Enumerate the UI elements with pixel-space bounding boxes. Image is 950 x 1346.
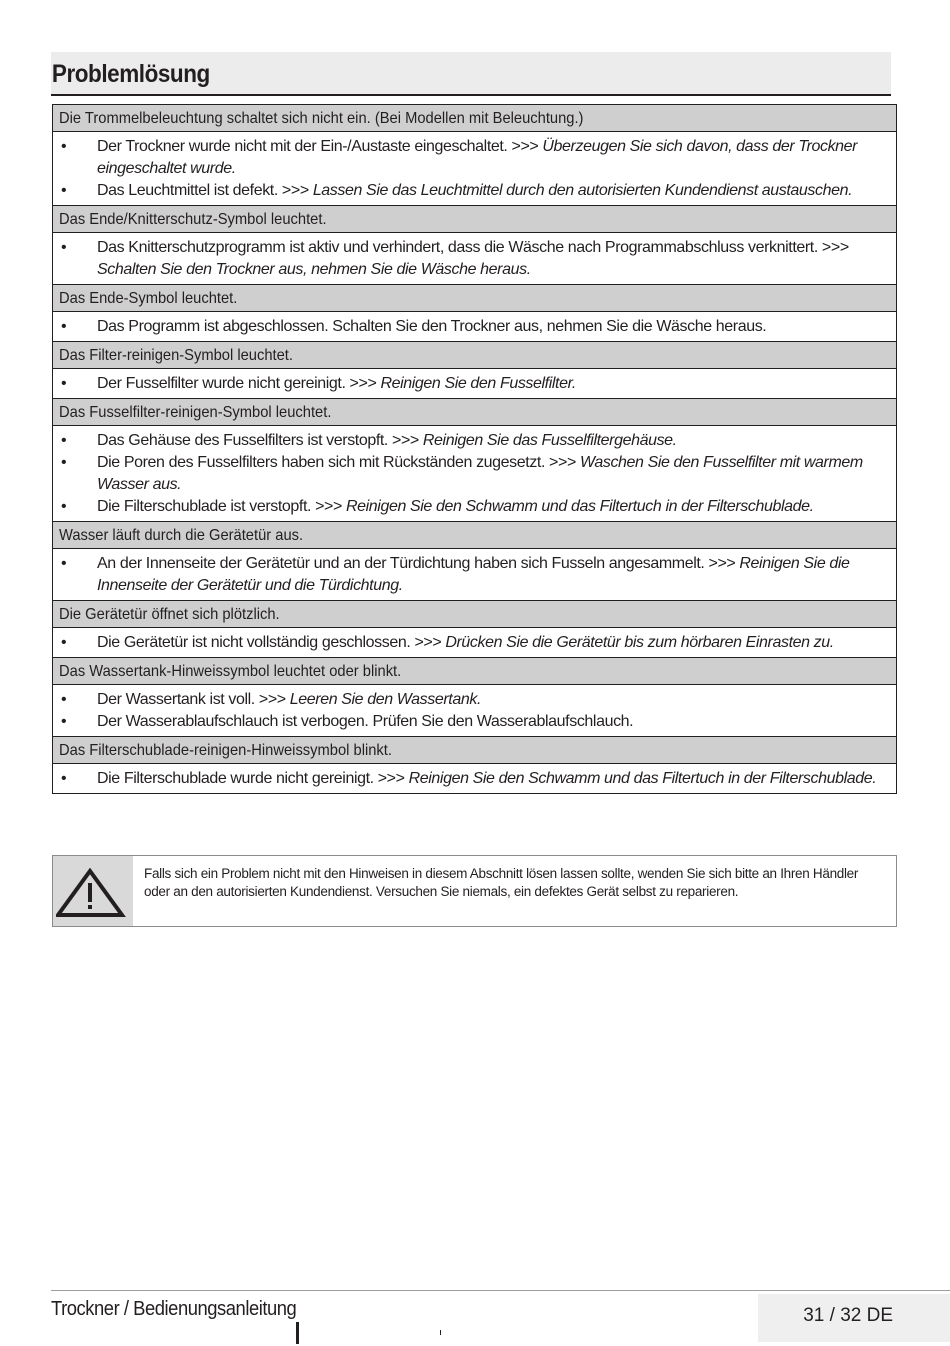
list-item bbox=[53, 689, 890, 711]
solution-text bbox=[97, 180, 890, 202]
troubleshooting-table bbox=[52, 104, 897, 794]
problem-heading-text: Das Ende/Knitterschutz-Symbol leuchtet. bbox=[59, 211, 327, 228]
list-item bbox=[53, 373, 890, 395]
cause-text: Der Wasserablaufschlauch ist verbogen. Prüfen Sie den Wasserablaufschlauch. bbox=[97, 713, 634, 730]
problem-heading bbox=[53, 601, 896, 628]
warning-box bbox=[52, 855, 897, 927]
problem-solutions bbox=[53, 312, 896, 342]
problem-heading bbox=[53, 342, 896, 369]
problem-heading-text: Das Filter-reinigen-Symbol leuchtet. bbox=[59, 347, 293, 364]
cause-text: Der Wassertank ist voll. >>> bbox=[97, 691, 290, 708]
list-item bbox=[53, 237, 890, 281]
bullet-icon: • bbox=[61, 239, 67, 256]
action-text: Waschen Sie den Fusselfilter mit warmem Wasser aus. bbox=[97, 454, 863, 493]
bullet-icon: • bbox=[61, 182, 67, 199]
list-item bbox=[53, 316, 890, 338]
title-bar bbox=[51, 52, 891, 96]
solution-text bbox=[97, 632, 890, 654]
solution-text bbox=[97, 711, 890, 733]
bullet-icon: • bbox=[61, 375, 67, 392]
problem-solutions bbox=[53, 685, 896, 737]
problem-solutions bbox=[53, 132, 896, 206]
bullet-icon: • bbox=[61, 691, 67, 708]
solution-text bbox=[97, 430, 890, 452]
bullet-icon: • bbox=[61, 713, 67, 730]
problem-heading-text: Das Filterschublade-reinigen-Hinweissymbol blinkt. bbox=[59, 742, 392, 759]
problem-heading bbox=[53, 285, 896, 312]
action-text: Reinigen Sie die Innenseite der Gerätetür und die Türdichtung. bbox=[97, 555, 850, 594]
warning-icon-cell bbox=[53, 856, 133, 926]
solution-text bbox=[97, 316, 890, 338]
cause-text: Die Poren des Fusselfilters haben sich mit Rückständen zugesetzt. >>> bbox=[97, 454, 580, 471]
bullet-icon: • bbox=[61, 555, 67, 572]
solution-text bbox=[97, 496, 890, 518]
action-text: Reinigen Sie das Fusselfiltergehäuse. bbox=[422, 432, 677, 449]
cause-text: Das Gehäuse des Fusselfilters ist verstopft. >>> bbox=[97, 432, 423, 449]
cause-text: Das Programm ist abgeschlossen. Schalten Sie den Trockner aus, nehmen Sie die Wäsche heraus. bbox=[97, 318, 767, 335]
cause-text: Die Gerätetür ist nicht vollständig geschlossen. >>> bbox=[97, 634, 446, 651]
solution-text bbox=[97, 136, 890, 180]
problem-heading-text: Wasser läuft durch die Gerätetür aus. bbox=[59, 527, 304, 544]
crop-mark bbox=[296, 1322, 299, 1344]
crop-mark bbox=[440, 1330, 441, 1335]
cause-text: Die Filterschublade wurde nicht gereinigt. >>> bbox=[97, 770, 409, 787]
solution-text bbox=[97, 373, 890, 395]
problem-solutions bbox=[53, 233, 896, 285]
problem-heading bbox=[53, 206, 896, 233]
solution-text bbox=[97, 553, 890, 597]
problem-heading bbox=[53, 658, 896, 685]
list-item bbox=[53, 136, 890, 180]
problem-heading-text: Das Wassertank-Hinweissymbol leuchtet oder blinkt. bbox=[59, 663, 402, 680]
problem-heading bbox=[53, 105, 896, 132]
cause-text: Die Filterschublade ist verstopft. >>> bbox=[97, 498, 346, 515]
problem-heading-text: Das Ende-Symbol leuchtet. bbox=[59, 290, 238, 307]
cause-text: An der Innenseite der Gerätetür und an der Türdichtung haben sich Fusseln angesammelt. >>> bbox=[97, 555, 740, 572]
bullet-icon: • bbox=[61, 454, 67, 471]
problem-solutions bbox=[53, 369, 896, 399]
problem-solutions bbox=[53, 764, 896, 794]
problem-heading-text: Die Trommelbeleuchtung schaltet sich nicht ein. (Bei Modellen mit Beleuchtung.) bbox=[59, 110, 584, 127]
problem-heading-text: Die Gerätetür öffnet sich plötzlich. bbox=[59, 606, 280, 623]
list-item bbox=[53, 711, 890, 733]
list-item bbox=[53, 496, 890, 518]
problem-heading bbox=[53, 399, 896, 426]
footer-manual-title: Trockner / Bedienungsanleitung bbox=[51, 1298, 297, 1320]
problem-heading bbox=[53, 522, 896, 549]
page-title: Problemlösung bbox=[51, 60, 210, 88]
action-text: Überzeugen Sie sich davon, dass der Trockner eingeschaltet wurde. bbox=[97, 138, 858, 177]
cause-text: Das Knitterschutzprogramm ist aktiv und verhindert, dass die Wäsche nach Programmabschluss verknittert. >>> bbox=[97, 239, 849, 256]
cause-text: Der Trockner wurde nicht mit der Ein-/Austaste eingeschaltet. >>> bbox=[97, 138, 543, 155]
problem-solutions bbox=[53, 549, 896, 601]
solution-text bbox=[97, 689, 890, 711]
cause-text: Das Leuchtmittel ist defekt. >>> bbox=[97, 182, 313, 199]
list-item bbox=[53, 768, 890, 790]
action-text: Schalten Sie den Trockner aus, nehmen Sie die Wäsche heraus. bbox=[97, 261, 531, 278]
list-item bbox=[53, 430, 890, 452]
cause-text: Der Fusselfilter wurde nicht gereinigt. >>> bbox=[97, 375, 381, 392]
bullet-icon: • bbox=[61, 318, 67, 335]
list-item bbox=[53, 452, 890, 496]
solution-text bbox=[97, 237, 890, 281]
action-text: Drücken Sie die Gerätetür bis zum hörbaren Einrasten zu. bbox=[445, 634, 834, 651]
problem-solutions bbox=[53, 628, 896, 658]
warning-text: Falls sich ein Problem nicht mit den Hinweisen in diesem Abschnitt lösen lassen sollte, wenden Sie sich bitte an Ihren Händler oder an den autorisierten Kundendienst. Versuchen Sie niemals, ein defektes Gerät selbst zu reparieren. bbox=[144, 866, 859, 899]
problem-heading bbox=[53, 737, 896, 764]
list-item bbox=[53, 553, 890, 597]
problem-heading-text: Das Fusselfilter-reinigen-Symbol leuchtet. bbox=[59, 404, 332, 421]
warning-triangle-icon bbox=[56, 868, 126, 918]
action-text: Reinigen Sie den Schwamm und das Filtertuch in der Filterschublade. bbox=[408, 770, 877, 787]
problem-solutions bbox=[53, 426, 896, 522]
bullet-icon: • bbox=[61, 770, 67, 787]
footer-page-number: 31 / 32 DE bbox=[803, 1305, 893, 1326]
action-text: Lassen Sie das Leuchtmittel durch den autorisierten Kundendienst austauschen. bbox=[312, 182, 853, 199]
action-text: Reinigen Sie den Schwamm und das Filtertuch in der Filterschublade. bbox=[345, 498, 814, 515]
footer-divider bbox=[51, 1290, 950, 1291]
action-text: Leeren Sie den Wassertank. bbox=[289, 691, 481, 708]
list-item bbox=[53, 180, 890, 202]
bullet-icon: • bbox=[61, 432, 67, 449]
bullet-icon: • bbox=[61, 138, 67, 155]
solution-text bbox=[97, 452, 890, 496]
list-item bbox=[53, 632, 890, 654]
solution-text bbox=[97, 768, 890, 790]
bullet-icon: • bbox=[61, 498, 67, 515]
bullet-icon: • bbox=[61, 634, 67, 651]
action-text: Reinigen Sie den Fusselfilter. bbox=[380, 375, 576, 392]
